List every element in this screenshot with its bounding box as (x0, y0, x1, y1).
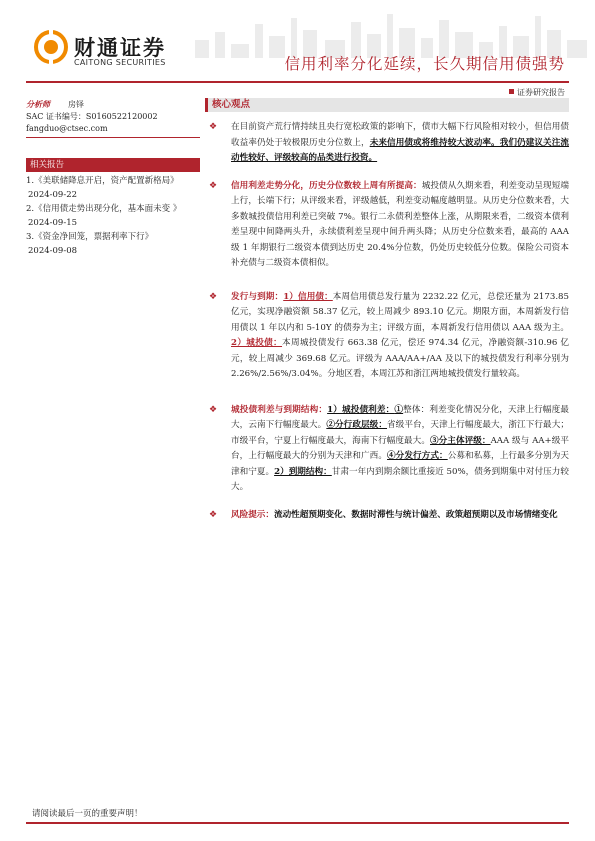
disclaimer-note: 请阅读最后一页的重要声明！ (32, 809, 143, 819)
urban-spread-marker-4: ④分发行方式： (387, 451, 448, 461)
logo-chinese-name: 财通证券 (74, 36, 166, 60)
issuance-heading: 发行与到期： (231, 291, 284, 302)
maturity-structure-text: 甘肃一年内到期余额比重接近 50%，债务到期集中对付压力较大。 (231, 466, 569, 492)
diamond-bullet-icon: ❖ (209, 180, 218, 191)
report-type-label (509, 87, 565, 98)
urban-spread-admin-level: 省级平台，天津上行幅度最大，浙江下行最大；市级平台，宁夏上行幅度最大，海南下行幅度最大。 (231, 420, 569, 446)
related-reports-title: 相关报告 (26, 158, 200, 172)
footer-divider (26, 822, 569, 824)
credit-spread-heading: 信用利差走势分化，历史分位数较上周有所提高： (231, 180, 422, 191)
urban-spread-marker-2: ②分行政层级： (326, 420, 388, 430)
section-title-core-views: 核心观点 (205, 98, 569, 112)
risk-warning-text: 流动性超预期变化、数据时滞性与统计偏差、政策超预期以及市场情绪变化 (273, 509, 558, 520)
diamond-bullet-icon: ❖ (209, 404, 218, 415)
urban-spread-issuance-method: 公募和私募，上行最多分别为天津和宁夏。 (231, 451, 569, 477)
related-report-title: 1.《美联储降息开启，资产配置新格局》 (26, 176, 179, 186)
issuance-urban-subtitle: 2）城投债： (231, 338, 283, 348)
analyst-label: 分析师 (26, 99, 50, 109)
related-report-date: 2024-09-15 (28, 218, 78, 228)
urban-spread-rating: AAA 级与 AA+级平台，上行幅度最大的分别为天津和广西。 (231, 435, 569, 461)
issuance-credit-subtitle: 1）信用债： (283, 291, 333, 302)
related-report-item[interactable] (26, 174, 200, 202)
related-report-date: 2024-09-08 (28, 246, 78, 256)
related-report-date: 2024-09-22 (28, 190, 78, 200)
paragraph-overview (205, 120, 569, 167)
maturity-structure-subtitle: 2）到期结构： (274, 466, 332, 477)
issuance-urban-text: 本周城投债发行 663.38 亿元，偿还 974.34 亿元，净融资额-310.96 亿元，较上周减少 369.68 亿元。评级为 AAA/AA+/AA 及以下的城投债发行利率分别为 2.26%/2.56%/3.04%。分地区看，本周江苏和浙江两地城投债发行量较高。 (231, 338, 569, 379)
analyst-row (26, 98, 200, 111)
report-headline: 信用利率分化延续，长久期信用债强势 (284, 55, 565, 73)
issuance-credit-text: 本周信用债总发行量为 2232.22 亿元，总偿还量为 2173.85 亿元，实现净融资额 58.37 亿元，较上周减少 893.10 亿元。期限方面，本周新发行信用债以 1 年以内和 5-10Y 的债券为主；评级方面，本周新发行信用债以 AAA 级为主。 (231, 291, 569, 333)
credit-spread-text: 城投债从久期来看，利差变动呈现短端上行，长端下行；从评级来看，评级越低，利差变动幅度越明显。从历史分位数来看，大多数城投债信用利差已突破 7%。银行二永债利差整体上涨，从期限来看，二级资本债利差呈现中间降两头升，永续债利差呈现中间升两头降；从历史分位数来看，最高的 AAA 级 1 年期银行二级资本债到达历史 20.4%分位数，仍处历史较低分位数。保险公司资本补充债与二级资本债相似。 (231, 180, 569, 268)
sidebar-divider (26, 137, 200, 138)
diamond-bullet-icon: ❖ (209, 509, 218, 520)
urban-spread-marker-3: ③分主体评级： (430, 435, 491, 446)
report-type-text: 证券研究报告 (517, 88, 565, 97)
urban-spread-overall: 整体：利差变化情况分化，天津上行幅度最大，云南下行幅度最大。 (231, 404, 569, 430)
overview-emphasis: 未来信用债或将维持较大波动率。我们仍建议关注流动性较好、评级较高的品类进行投资。 (231, 137, 569, 163)
related-report-title: 2.《信用债走势出现分化，基本面未变 》 (26, 204, 182, 214)
analyst-name: 房铎 (68, 100, 84, 109)
urban-spread-marker-1: ① (394, 404, 404, 415)
related-report-title: 3.《资金净回笼，票据利率下行》 (26, 232, 154, 242)
related-report-item[interactable] (26, 230, 200, 258)
main-content (205, 98, 569, 523)
paragraph-issuance (205, 290, 569, 383)
logo-mark-icon (34, 30, 68, 64)
square-bullet-icon (509, 89, 514, 94)
logo-english-name: CAITONG SECURITIES (74, 58, 166, 67)
risk-warning-heading: 风险提示： (231, 509, 274, 520)
header-divider (26, 81, 569, 83)
urban-spread-subtitle: 1）城投债利差： (327, 404, 395, 415)
diamond-bullet-icon: ❖ (209, 122, 218, 132)
diamond-bullet-icon: ❖ (209, 291, 218, 302)
sac-number: SAC 证书编号：S0160522120002 (26, 112, 158, 121)
skyline-decoration (175, 10, 595, 58)
related-report-item[interactable] (26, 202, 200, 230)
paragraph-risk-warning (205, 508, 569, 524)
paragraph-credit-spread (205, 179, 569, 272)
company-logo (34, 30, 179, 70)
analyst-email[interactable]: fangduo@ctsec.com (26, 124, 108, 133)
overview-text: 在目前资产荒行情持续且央行宽松政策的影响下，债市大幅下行风险相对较小，但信用债收益率仍处于较极限历史分位数上， (231, 122, 569, 148)
left-sidebar (26, 98, 200, 258)
related-reports-list (26, 174, 200, 258)
report-header (0, 0, 595, 95)
urban-spread-heading: 城投债利差与到期结构： (231, 404, 328, 415)
paragraph-urban-spread (205, 403, 569, 496)
